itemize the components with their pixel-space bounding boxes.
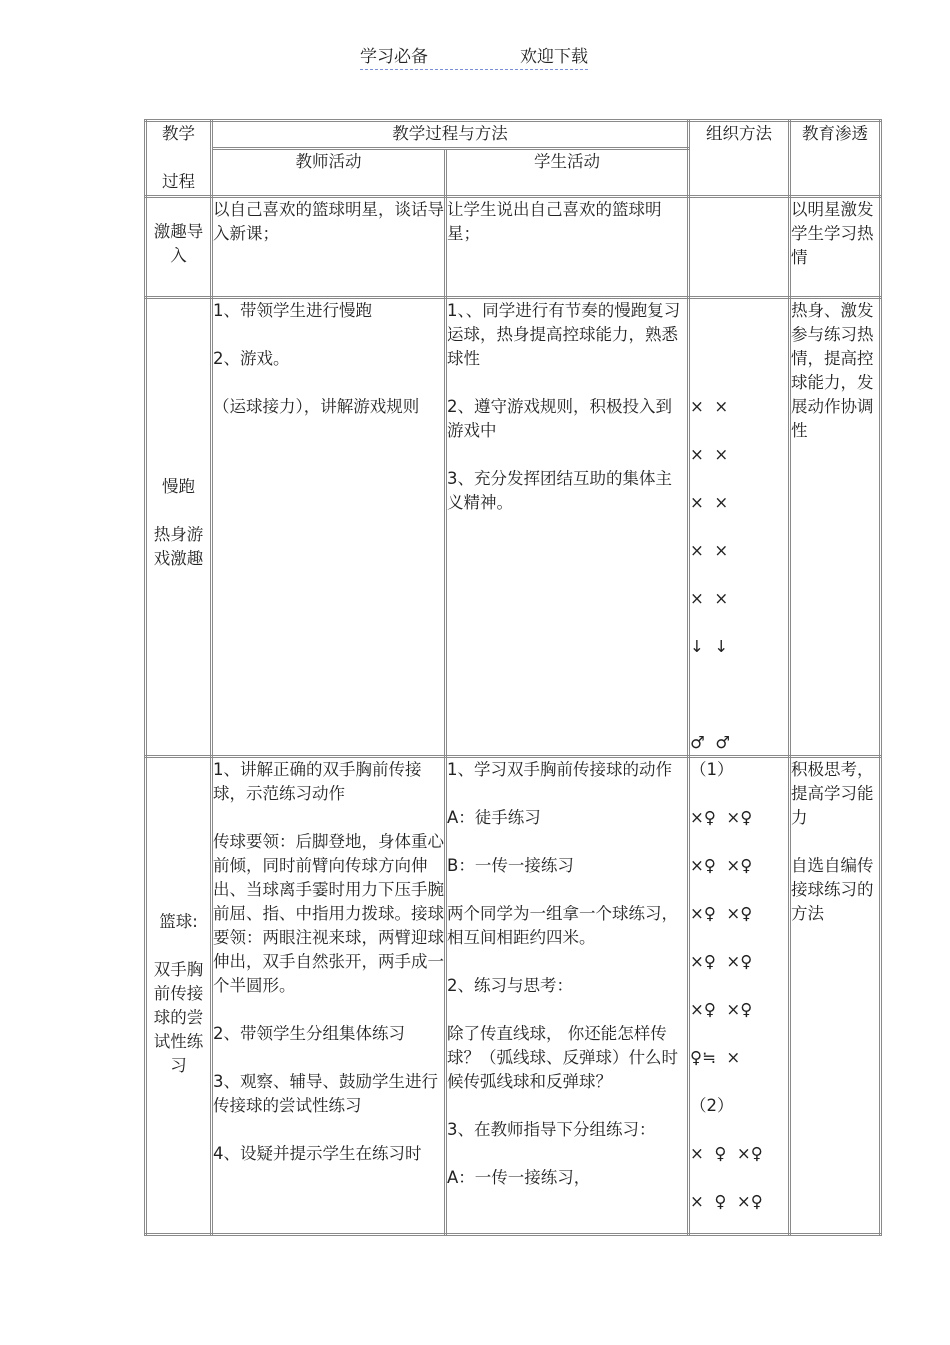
row3-teacher-item: 传球要领：后脚登地，身体重心前倾，同时前臂向传球方向伸出、当球离手霎时用力下压手腕前屈、指、中指用力拨球。接球要领：两眼注视来球，两臂迎球伸出，双手自然张开，两手成一个半圆形。 bbox=[213, 832, 444, 995]
row3-student-cell bbox=[446, 757, 689, 1235]
row2-process-l1: 慢跑 bbox=[162, 477, 195, 496]
row3-org-line: × ♀ ×♀ bbox=[690, 1144, 763, 1163]
row2-student-cell bbox=[446, 298, 689, 757]
row2-org-line: × × bbox=[690, 445, 729, 464]
row2-teacher-item: 2、游戏。 bbox=[213, 349, 290, 368]
row3-org-cell bbox=[689, 757, 790, 1235]
row1-edu-cell bbox=[790, 197, 881, 298]
row1-student-cell bbox=[446, 197, 689, 298]
row2-org-line: × × bbox=[690, 397, 729, 416]
row3-process-l1: 篮球: bbox=[159, 912, 198, 931]
row3-process-l5: 试性练 bbox=[153, 1032, 204, 1051]
header-student-cell: 学生活动 bbox=[446, 149, 689, 197]
row3-student-item: A：一传一接练习， bbox=[447, 1168, 591, 1187]
row3-org-line: × ♀ ×♀ bbox=[690, 1192, 763, 1211]
header-right-text: 欢迎下载 bbox=[520, 47, 588, 67]
row3-student-item: 2、练习与思考： bbox=[447, 976, 573, 995]
row1-org-cell bbox=[689, 197, 790, 298]
row3-process-l3: 前传接 bbox=[153, 984, 204, 1003]
row3-teacher-item: 3、观察、辅导、鼓励学生进行传接球的尝试性练习 bbox=[213, 1072, 438, 1115]
header-left-text: 学习必备 bbox=[360, 47, 428, 67]
row3-edu-text-2: 自选自编传接球练习的方法 bbox=[791, 856, 874, 923]
row1-edu-text: 以明星激发学生学习热情 bbox=[791, 200, 874, 267]
row3-org-line: ×♀ ×♀ bbox=[690, 904, 753, 923]
row2-process-cell bbox=[146, 298, 212, 757]
row2-process-l3: 戏激趣 bbox=[153, 549, 204, 568]
row2-student-item: 3、充分发挥团结互助的集体主义精神。 bbox=[447, 469, 672, 512]
row2-org-cell bbox=[689, 298, 790, 757]
header-org-cell: 组织方法 bbox=[689, 121, 790, 197]
row2-teacher-cell bbox=[212, 298, 446, 757]
header-process-l1: 教学 bbox=[162, 124, 195, 143]
row2-org-line: × × bbox=[690, 541, 729, 560]
row3-process-l6: 习 bbox=[170, 1056, 187, 1075]
row2-student-item: 2、遵守游戏规则，积极投入到游戏中 bbox=[447, 397, 672, 440]
row3-student-item: 两个同学为一组拿一个球练习，相互间相距约四米。 bbox=[447, 904, 678, 947]
row1-teacher-cell bbox=[212, 197, 446, 298]
row3-teacher-cell bbox=[212, 757, 446, 1235]
row3-student-item: 3、在教师指导下分组练习： bbox=[447, 1120, 656, 1139]
row3-edu-text-1: 积极思考，提高学习能力 bbox=[791, 760, 874, 827]
row2-edu-cell bbox=[790, 298, 881, 757]
row3-org-line: ×♀ ×♀ bbox=[690, 1000, 753, 1019]
header-method-cell: 教学过程与方法 bbox=[212, 121, 689, 149]
header-edu-cell: 教育渗透 bbox=[790, 121, 881, 197]
row2-teacher-item: （运球接力），讲解游戏规则 bbox=[213, 397, 420, 416]
row1-process-l1: 激趣导 bbox=[153, 222, 204, 241]
row3-process-l2: 双手胸 bbox=[153, 960, 204, 979]
row1-teacher-text: 以自己喜欢的篮球明星，谈话导入新课； bbox=[213, 200, 444, 243]
row2-org-line: ↓ ↓ bbox=[690, 637, 729, 656]
row3-org-line: （1） bbox=[690, 760, 734, 779]
row3-teacher-item: 1、讲解正确的双手胸前传接球，示范练习动作 bbox=[213, 760, 422, 803]
row3-teacher-item: 2、带领学生分组集体练习 bbox=[213, 1024, 405, 1043]
row3-student-item: 1、学习双手胸前传接球的动作 bbox=[447, 760, 672, 779]
row3-org-line: ×♀ ×♀ bbox=[690, 808, 753, 827]
row1-student-text: 让学生说出自己喜欢的篮球明星； bbox=[447, 200, 662, 243]
row2-process-l2: 热身游 bbox=[153, 525, 204, 544]
row2-teacher-item: 1、带领学生进行慢跑 bbox=[213, 301, 372, 320]
header-teacher-cell: 教师活动 bbox=[212, 149, 446, 197]
row3-org-line: ×♀ ×♀ bbox=[690, 856, 753, 875]
row3-teacher-item: 4、设疑并提示学生在练习时 bbox=[213, 1144, 422, 1163]
row3-student-item: A：徒手练习 bbox=[447, 808, 541, 827]
lesson-plan-table bbox=[144, 119, 882, 1236]
header-process-l2: 过程 bbox=[162, 172, 195, 191]
row3-process-l4: 球的尝 bbox=[153, 1008, 204, 1027]
row3-process-cell bbox=[146, 757, 212, 1235]
row3-student-item: 除了传直线球， 你还能怎样传球？（弧线球、反弹球）什么时候传弧线球和反弹球？ bbox=[447, 1024, 678, 1091]
row2-student-item: 1、、同学进行有节奏的慢跑复习运球，热身提高控球能力，熟悉球性 bbox=[447, 301, 681, 368]
row1-process-l2: 入 bbox=[170, 246, 187, 265]
row2-org-line: × × bbox=[690, 589, 729, 608]
row3-org-line: ♀≒ × bbox=[690, 1048, 741, 1067]
row3-student-item: B：一传一接练习 bbox=[447, 856, 574, 875]
row2-org-line: × × bbox=[690, 493, 729, 512]
page-header bbox=[360, 42, 588, 70]
header-process-cell bbox=[146, 121, 212, 197]
row2-org-line: ♂ ♂ bbox=[690, 733, 731, 752]
row2-edu-text: 热身、激发参与练习热情，提高控球能力，发展动作协调性 bbox=[791, 301, 874, 440]
row3-org-line: （2） bbox=[690, 1096, 734, 1115]
row3-edu-cell bbox=[790, 757, 881, 1235]
row3-org-line: ×♀ ×♀ bbox=[690, 952, 753, 971]
row1-process-cell bbox=[146, 197, 212, 298]
